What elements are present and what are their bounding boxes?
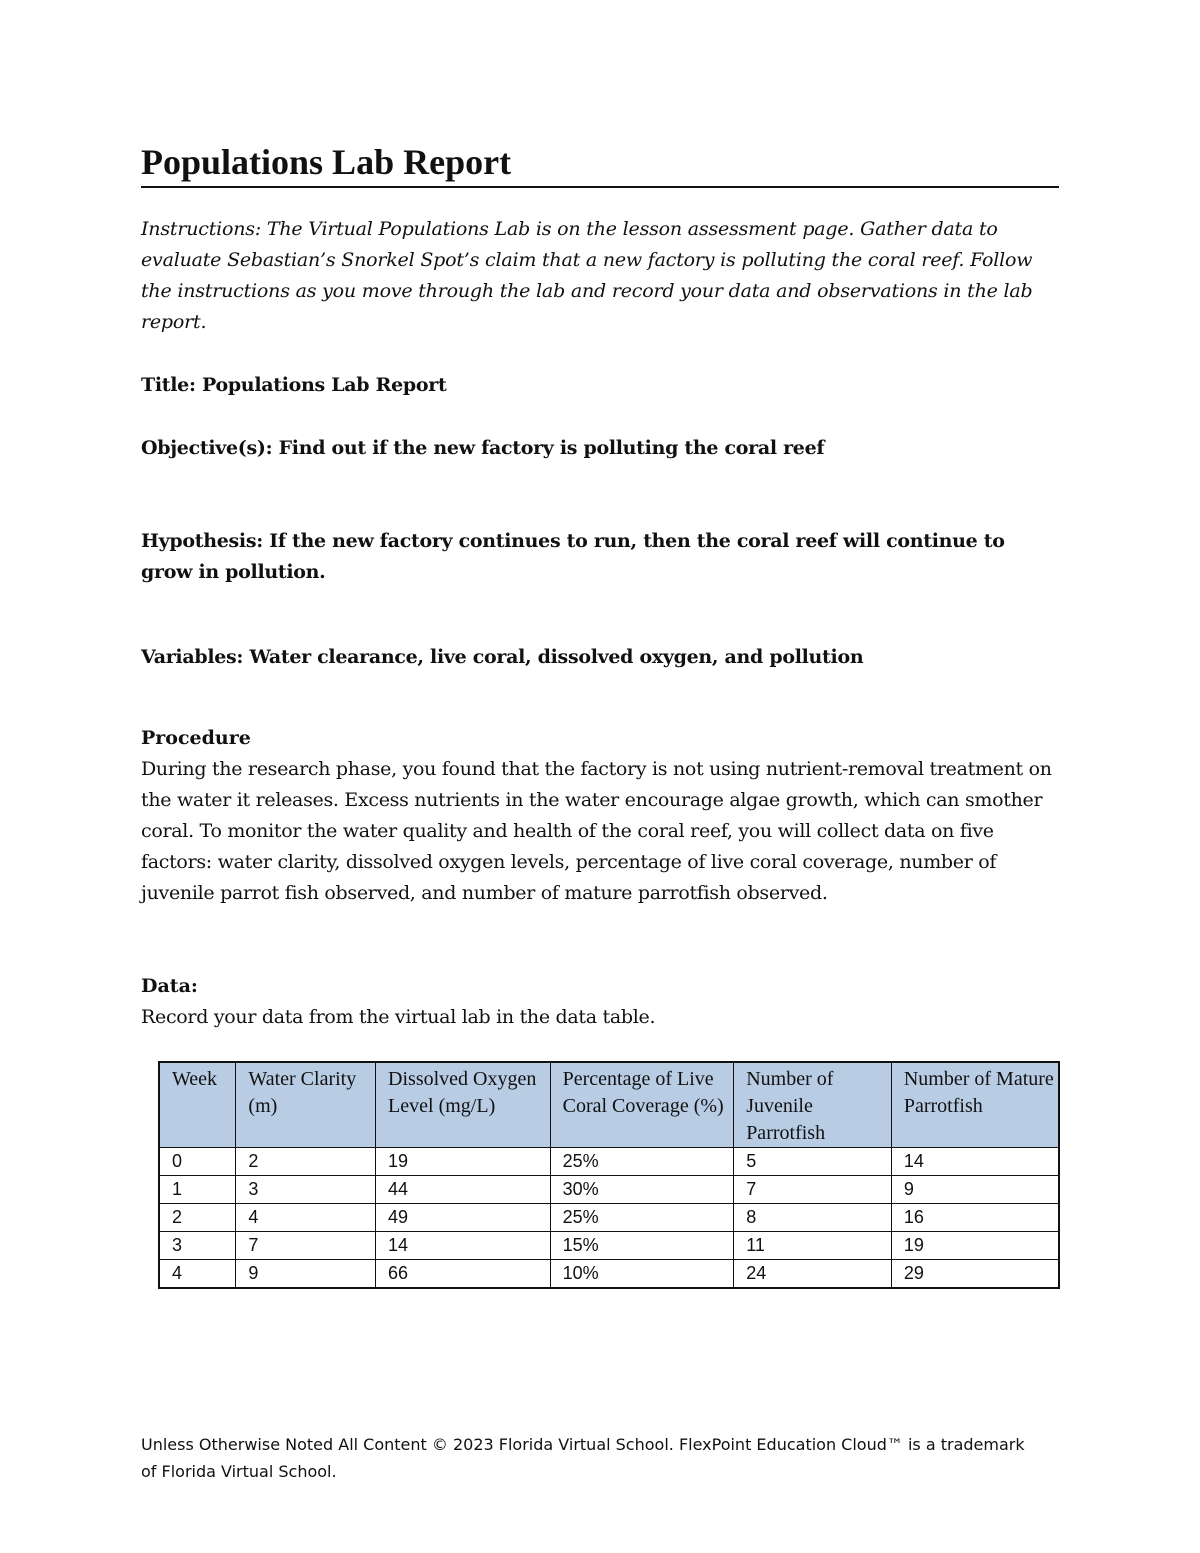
table-row xyxy=(159,1260,1059,1289)
header-dissolved-oxygen: Dissolved Oxygen Level (mg/L) xyxy=(376,1062,551,1148)
table-row xyxy=(159,1148,1059,1176)
table-cell: 19 xyxy=(376,1148,551,1176)
data-table xyxy=(158,1061,1060,1289)
table-cell: 44 xyxy=(376,1176,551,1204)
table-row xyxy=(159,1232,1059,1260)
header-mature-parrotfish: Number of Mature Parrotfish xyxy=(891,1062,1059,1148)
table-cell: 9 xyxy=(236,1260,376,1289)
table-cell: 10% xyxy=(550,1260,734,1289)
table-cell: 11 xyxy=(734,1232,892,1260)
table-cell: 66 xyxy=(376,1260,551,1289)
table-cell: 8 xyxy=(734,1204,892,1232)
table-cell: 3 xyxy=(236,1176,376,1204)
footer-copyright: Unless Otherwise Noted All Content © 2023 Florida Virtual School. FlexPoint Education Cloud™ is a trademark of Florida Virtual School. xyxy=(141,1435,1025,1481)
table-cell: 14 xyxy=(891,1148,1059,1176)
table-cell: 7 xyxy=(236,1232,376,1260)
table-cell: 15% xyxy=(550,1232,734,1260)
header-live-coral: Percentage of Live Coral Coverage (%) xyxy=(550,1062,734,1148)
table-cell: 24 xyxy=(734,1260,892,1289)
instructions-text: Instructions: The Virtual Populations Lab is on the lesson assessment page. Gather data to evaluate Sebastian’s Snorkel Spot’s claim that a new factory is polluting the coral reef. Follow the instructions as you move through the lab and record your data and observations in the lab report. xyxy=(141,218,1033,333)
header-water-clarity: Water Clarity (m) xyxy=(236,1062,376,1148)
data-heading: Data: xyxy=(141,975,198,997)
page-title: Populations Lab Report xyxy=(141,140,1059,188)
table-cell: 9 xyxy=(891,1176,1059,1204)
table-row xyxy=(159,1204,1059,1232)
table-cell: 5 xyxy=(734,1148,892,1176)
table-cell: 2 xyxy=(159,1204,236,1232)
table-cell: 25% xyxy=(550,1204,734,1232)
table-cell: 7 xyxy=(734,1176,892,1204)
document-page xyxy=(141,140,1059,1283)
table-cell: 30% xyxy=(550,1176,734,1204)
table-cell: 4 xyxy=(236,1204,376,1232)
table-cell: 2 xyxy=(236,1148,376,1176)
table-cell: 49 xyxy=(376,1204,551,1232)
table-header-row xyxy=(159,1062,1059,1148)
table-cell: 3 xyxy=(159,1232,236,1260)
procedure-heading: Procedure xyxy=(141,727,251,749)
table-cell: 16 xyxy=(891,1204,1059,1232)
header-juvenile-parrotfish: Number of Juvenile Parrotfish xyxy=(734,1062,892,1148)
table-cell: 14 xyxy=(376,1232,551,1260)
data-instructions-text: Record your data from the virtual lab in the data table. xyxy=(141,1006,656,1028)
table-cell: 25% xyxy=(550,1148,734,1176)
report-title-field: Title: Populations Lab Report xyxy=(141,374,447,396)
procedure-text: During the research phase, you found that the factory is not using nutrient-removal treatment on the water it releases. Excess nutrients in the water encourage algae growth, which can smother coral. To monitor the water quality and health of the coral reef, you will collect data on five factors: water clarity, dissolved oxygen levels, percentage of live coral coverage, number of juvenile parrot fish observed, and number of mature parrotfish observed. xyxy=(141,758,1052,904)
table-row xyxy=(159,1176,1059,1204)
header-week: Week xyxy=(159,1062,236,1148)
table-cell: 0 xyxy=(159,1148,236,1176)
table-cell: 29 xyxy=(891,1260,1059,1289)
table-cell: 1 xyxy=(159,1176,236,1204)
objective-field: Objective(s): Find out if the new factory is polluting the coral reef xyxy=(141,437,825,459)
table-cell: 19 xyxy=(891,1232,1059,1260)
variables-field: Variables: Water clearance, live coral, dissolved oxygen, and pollution xyxy=(141,646,864,668)
hypothesis-field: Hypothesis: If the new factory continues to run, then the coral reef will continue to grow in pollution. xyxy=(141,530,1005,583)
table-cell: 4 xyxy=(159,1260,236,1289)
